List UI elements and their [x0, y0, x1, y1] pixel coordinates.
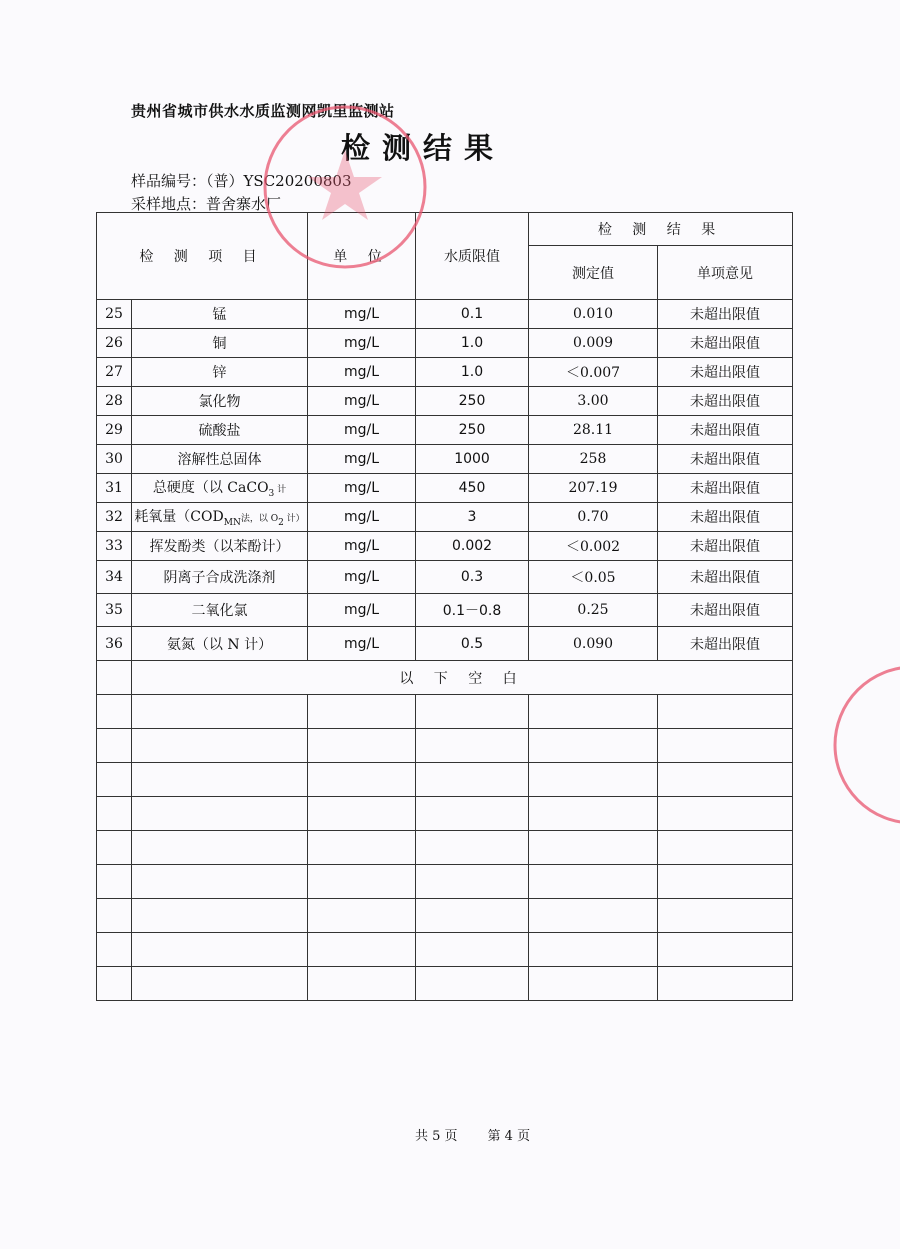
item-name-part: 计）	[283, 514, 305, 525]
empty-table-row	[97, 933, 793, 967]
limit-cell: 1.0	[416, 329, 529, 358]
header-measured: 测定值	[529, 246, 658, 300]
unit-cell: mg/L	[308, 416, 416, 445]
blank-note-row	[97, 661, 793, 695]
item-name-part: 耗氧量（COD	[134, 509, 224, 526]
measured-value: 207.19	[529, 474, 658, 503]
site-label: 采样地点：	[131, 195, 207, 213]
empty-cell	[416, 899, 529, 933]
table-row	[97, 329, 793, 358]
unit-cell: mg/L	[308, 594, 416, 627]
empty-table-row	[97, 797, 793, 831]
item-name: 氯化物	[132, 387, 308, 416]
sample-number	[131, 170, 352, 191]
blank-cell	[97, 661, 132, 695]
unit-cell: mg/L	[308, 300, 416, 329]
unit-cell: mg/L	[308, 474, 416, 503]
table-row	[97, 358, 793, 387]
opinion-cell: 未超出限值	[658, 532, 793, 561]
empty-cell	[658, 797, 793, 831]
opinion-cell: 未超出限值	[658, 358, 793, 387]
results-table	[96, 212, 793, 1001]
total-pages: 共 5 页	[415, 1129, 458, 1144]
empty-cell	[658, 967, 793, 1001]
opinion-cell: 未超出限值	[658, 561, 793, 594]
organization-name: 贵州省城市供水水质监测网凯里监测站	[131, 102, 395, 120]
opinion-cell: 未超出限值	[658, 300, 793, 329]
empty-cell	[416, 865, 529, 899]
empty-cell	[416, 933, 529, 967]
empty-cell	[132, 933, 308, 967]
empty-cell	[416, 797, 529, 831]
item-name-subscript: 2	[278, 517, 284, 528]
opinion-cell: 未超出限值	[658, 627, 793, 661]
empty-cell	[308, 729, 416, 763]
row-number: 26	[97, 329, 132, 358]
empty-cell	[658, 695, 793, 729]
measured-value: 0.25	[529, 594, 658, 627]
page-footer	[415, 1125, 560, 1144]
empty-cell	[308, 899, 416, 933]
empty-cell	[132, 831, 308, 865]
empty-cell	[308, 797, 416, 831]
blank-note: 以 下 空 白	[132, 661, 793, 695]
unit-cell: mg/L	[308, 627, 416, 661]
measured-value: 0.010	[529, 300, 658, 329]
table-row	[97, 474, 793, 503]
measured-value: ＜0.007	[529, 358, 658, 387]
empty-table-row	[97, 831, 793, 865]
opinion-cell: 未超出限值	[658, 387, 793, 416]
sample-value: （普）YSC20200803	[206, 172, 352, 190]
header-limit: 水质限值	[416, 213, 529, 300]
item-name	[132, 474, 308, 503]
header-opinion: 单项意见	[658, 246, 793, 300]
data-rows	[97, 300, 793, 661]
empty-cell	[529, 695, 658, 729]
unit-cell: mg/L	[308, 387, 416, 416]
opinion-cell: 未超出限值	[658, 445, 793, 474]
item-name-part: 计	[274, 485, 287, 496]
row-number: 32	[97, 503, 132, 532]
item-name: 氨氮（以 N 计）	[132, 627, 308, 661]
item-name: 阴离子合成洗涤剂	[132, 561, 308, 594]
unit-cell: mg/L	[308, 561, 416, 594]
empty-table-row	[97, 899, 793, 933]
empty-cell	[658, 899, 793, 933]
empty-cell	[529, 933, 658, 967]
empty-rows	[97, 695, 793, 1001]
limit-cell: 0.5	[416, 627, 529, 661]
header-unit: 单 位	[308, 213, 416, 300]
item-name: 铜	[132, 329, 308, 358]
empty-cell	[97, 831, 132, 865]
empty-cell	[658, 933, 793, 967]
item-name: 锌	[132, 358, 308, 387]
empty-cell	[97, 763, 132, 797]
table-row	[97, 503, 793, 532]
row-number: 31	[97, 474, 132, 503]
header-results: 检 测 结 果	[529, 213, 793, 246]
limit-cell: 1.0	[416, 358, 529, 387]
empty-cell	[308, 695, 416, 729]
empty-cell	[416, 763, 529, 797]
table-row	[97, 416, 793, 445]
limit-cell: 1000	[416, 445, 529, 474]
limit-cell: 0.1－0.8	[416, 594, 529, 627]
limit-cell: 0.002	[416, 532, 529, 561]
unit-cell: mg/L	[308, 445, 416, 474]
row-number: 33	[97, 532, 132, 561]
empty-cell	[416, 695, 529, 729]
empty-cell	[97, 797, 132, 831]
page-title: 检测结果	[341, 131, 506, 165]
empty-cell	[132, 865, 308, 899]
item-name: 硫酸盐	[132, 416, 308, 445]
limit-cell: 3	[416, 503, 529, 532]
row-number: 34	[97, 561, 132, 594]
table-row	[97, 627, 793, 661]
empty-cell	[529, 967, 658, 1001]
item-name-part: 总硬度（以 CaCO	[152, 480, 269, 497]
empty-cell	[416, 967, 529, 1001]
opinion-cell: 未超出限值	[658, 594, 793, 627]
item-name: 挥发酚类（以苯酚计）	[132, 532, 308, 561]
unit-cell: mg/L	[308, 329, 416, 358]
row-number: 28	[97, 387, 132, 416]
limit-cell: 0.3	[416, 561, 529, 594]
empty-cell	[308, 933, 416, 967]
empty-table-row	[97, 967, 793, 1001]
measured-value: 0.70	[529, 503, 658, 532]
item-name-subscript: MN	[223, 517, 241, 528]
empty-cell	[132, 797, 308, 831]
measured-value: 258	[529, 445, 658, 474]
measured-value: 0.009	[529, 329, 658, 358]
empty-cell	[529, 831, 658, 865]
row-number: 25	[97, 300, 132, 329]
table-row	[97, 561, 793, 594]
empty-cell	[132, 763, 308, 797]
table-header-row	[97, 213, 793, 246]
empty-cell	[529, 865, 658, 899]
empty-cell	[132, 967, 308, 1001]
empty-cell	[658, 865, 793, 899]
limit-cell: 250	[416, 416, 529, 445]
empty-table-row	[97, 729, 793, 763]
item-name: 二氧化氯	[132, 594, 308, 627]
item-name	[132, 503, 308, 532]
empty-cell	[132, 899, 308, 933]
row-number: 35	[97, 594, 132, 627]
row-number: 30	[97, 445, 132, 474]
opinion-cell: 未超出限值	[658, 329, 793, 358]
item-name: 锰	[132, 300, 308, 329]
empty-cell	[529, 763, 658, 797]
empty-cell	[308, 967, 416, 1001]
empty-cell	[97, 899, 132, 933]
site-value: 普舍寨水厂	[206, 195, 282, 213]
empty-table-row	[97, 695, 793, 729]
empty-cell	[97, 729, 132, 763]
row-number: 29	[97, 416, 132, 445]
table-row	[97, 594, 793, 627]
sampling-site	[131, 193, 281, 214]
empty-cell	[529, 797, 658, 831]
limit-cell: 450	[416, 474, 529, 503]
empty-cell	[308, 763, 416, 797]
measured-value: 3.00	[529, 387, 658, 416]
current-page: 第 4 页	[487, 1129, 531, 1144]
measured-value: 0.090	[529, 627, 658, 661]
unit-cell: mg/L	[308, 358, 416, 387]
empty-cell	[658, 763, 793, 797]
sample-label: 样品编号：	[131, 172, 207, 190]
empty-cell	[308, 831, 416, 865]
measured-value: 28.11	[529, 416, 658, 445]
unit-cell: mg/L	[308, 503, 416, 532]
limit-cell: 0.1	[416, 300, 529, 329]
table-row	[97, 387, 793, 416]
measured-value: ＜0.002	[529, 532, 658, 561]
row-number: 36	[97, 627, 132, 661]
row-number: 27	[97, 358, 132, 387]
empty-cell	[529, 899, 658, 933]
table-row	[97, 532, 793, 561]
table-row	[97, 445, 793, 474]
empty-cell	[529, 729, 658, 763]
empty-table-row	[97, 865, 793, 899]
empty-cell	[132, 695, 308, 729]
limit-cell: 250	[416, 387, 529, 416]
empty-cell	[416, 831, 529, 865]
item-name-part: 法，以 O	[240, 514, 279, 525]
empty-cell	[416, 729, 529, 763]
opinion-cell: 未超出限值	[658, 474, 793, 503]
item-name-subscript: 3	[268, 488, 275, 499]
edge-seal-stamp	[828, 660, 900, 830]
header-item: 检 测 项 目	[97, 213, 308, 300]
empty-cell	[97, 933, 132, 967]
unit-cell: mg/L	[308, 532, 416, 561]
empty-cell	[658, 831, 793, 865]
table-row	[97, 300, 793, 329]
empty-cell	[97, 967, 132, 1001]
opinion-cell: 未超出限值	[658, 503, 793, 532]
empty-cell	[97, 865, 132, 899]
empty-cell	[308, 865, 416, 899]
measured-value: ＜0.05	[529, 561, 658, 594]
empty-cell	[97, 695, 132, 729]
opinion-cell: 未超出限值	[658, 416, 793, 445]
empty-cell	[132, 729, 308, 763]
empty-cell	[658, 729, 793, 763]
item-name: 溶解性总固体	[132, 445, 308, 474]
empty-table-row	[97, 763, 793, 797]
